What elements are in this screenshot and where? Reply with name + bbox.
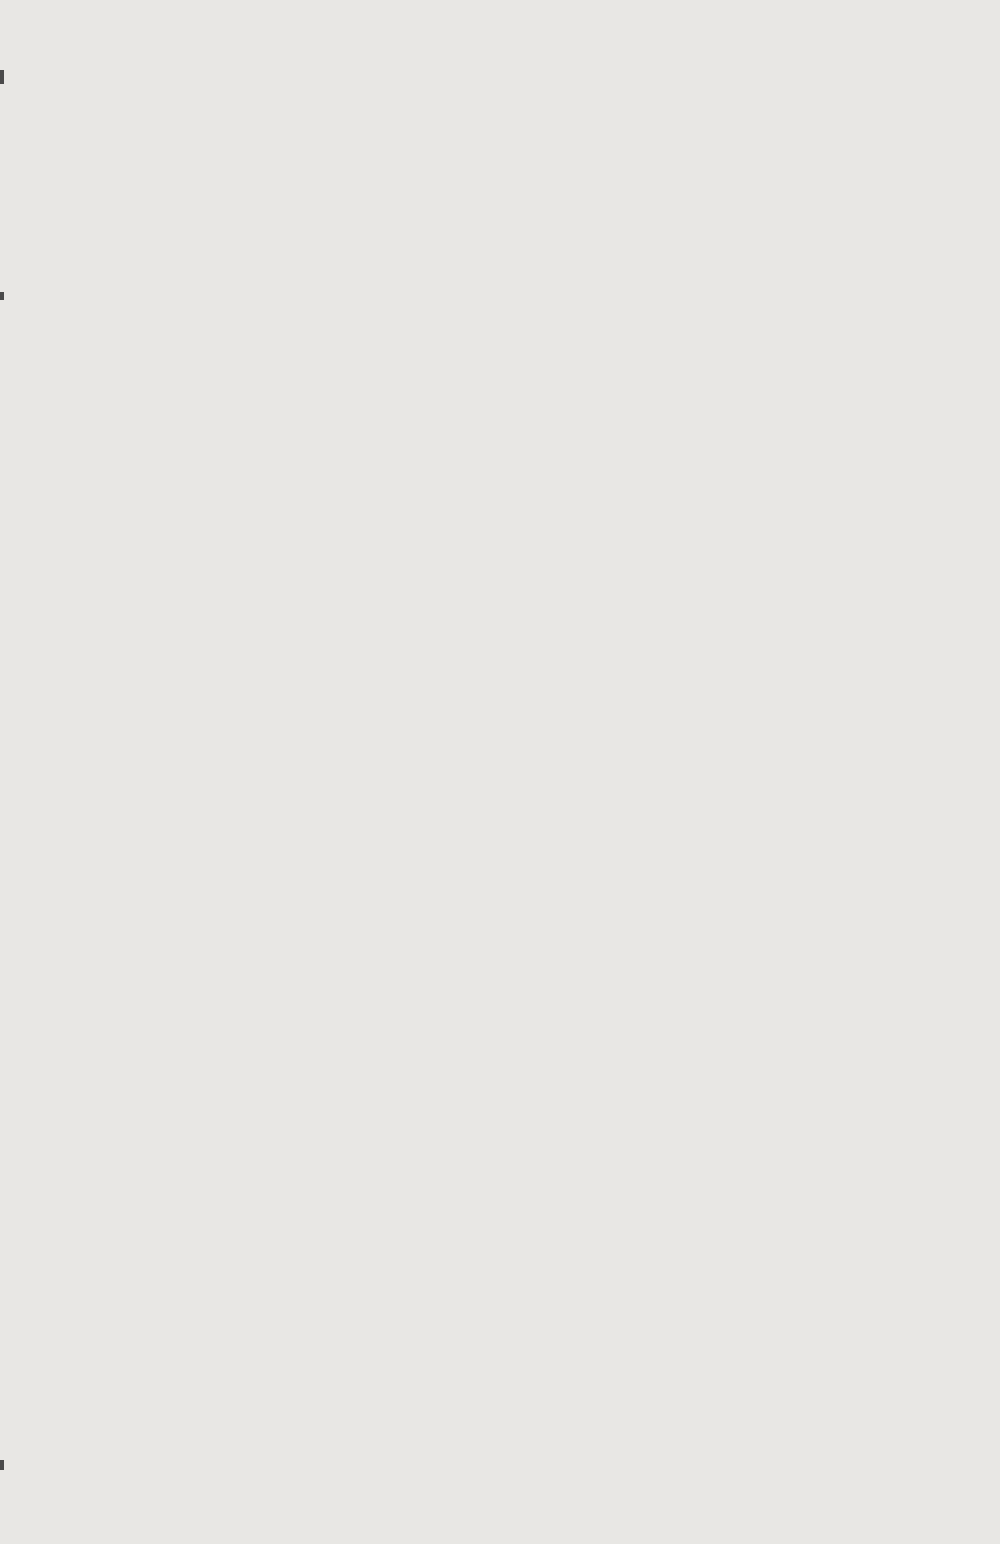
scan-edge-mark [0,1460,4,1470]
scan-edge-mark [0,292,4,300]
scan-edge-mark [0,70,4,84]
section-asterism [470,498,530,538]
